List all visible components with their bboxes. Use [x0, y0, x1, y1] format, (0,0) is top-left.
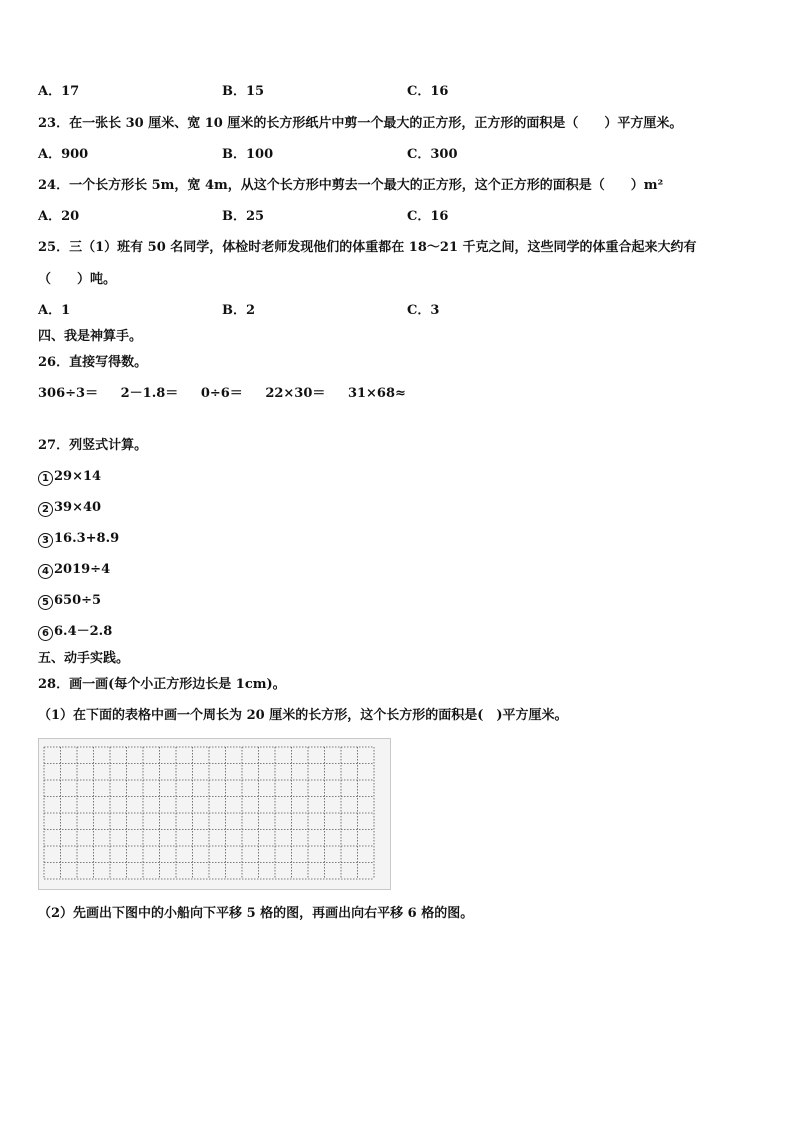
q26-item: 31×68≈ — [347, 386, 406, 401]
q28-part2: （2）先画出下图中的小船向下平移 5 格的图，再画出向右平移 6 格的图。 — [38, 906, 474, 921]
q22-option-c: C．16 — [407, 84, 449, 99]
q24-option-a: A．20 — [38, 209, 80, 224]
circled-number: 1 — [38, 471, 53, 486]
grid-lines — [39, 739, 390, 889]
q27-item — [38, 624, 112, 641]
q22-option-a: A．17 — [38, 84, 80, 99]
drawing-grid[interactable] — [38, 738, 391, 890]
q27-expression: 2019÷4 — [54, 562, 111, 577]
q23-option-a: A．900 — [38, 147, 89, 162]
circled-number: 5 — [38, 595, 53, 610]
q27-expression: 16.3+8.9 — [54, 531, 120, 546]
q25-stem-line2: （ ）吨。 — [38, 272, 117, 287]
q26-item: 2－1.8＝ — [120, 386, 179, 401]
q27-item — [38, 500, 101, 517]
q26-item: 0÷6＝ — [200, 386, 243, 401]
q27-stem: 27．列竖式计算。 — [38, 438, 148, 453]
q26-item: 306÷3＝ — [38, 386, 99, 401]
section-4-heading: 四、我是神算手。 — [38, 329, 143, 344]
circled-number: 2 — [38, 502, 53, 517]
q27-expression: 6.4－2.8 — [54, 624, 113, 639]
q24-option-c: C．16 — [407, 209, 449, 224]
q26-calculations — [38, 386, 424, 402]
q27-expression: 650÷5 — [54, 593, 102, 608]
circled-number: 3 — [38, 533, 53, 548]
q25-option-a: A．1 — [38, 303, 71, 318]
circled-number: 4 — [38, 564, 53, 579]
q26-stem: 26．直接写得数。 — [38, 355, 148, 370]
q27-item — [38, 469, 101, 486]
q25-stem-line1: 25．三（1）班有 50 名同学，体检时老师发现他们的体重都在 18～21 千克之间，这些同学的体重合起来大约有 — [38, 240, 697, 255]
q24-stem: 24．一个长方形长 5m，宽 4m，从这个长方形中剪去一个最大的正方形，这个正方形的面积是（ ）m² — [38, 178, 664, 193]
q27-item — [38, 531, 119, 548]
q28-part1: （1）在下面的表格中画一个周长为 20 厘米的长方形，这个长方形的面积是( )平方厘米。 — [38, 708, 568, 723]
q26-item: 22×30＝ — [265, 386, 326, 401]
q27-item — [38, 593, 101, 610]
q23-option-b: B．100 — [222, 147, 274, 162]
section-5-heading: 五、动手实践。 — [38, 651, 130, 666]
q28-stem: 28．画一画(每个小正方形边长是 1cm)。 — [38, 677, 286, 692]
q23-option-c: C．300 — [407, 147, 458, 162]
q27-expression: 29×14 — [54, 469, 102, 484]
q22-option-b: B．15 — [222, 84, 265, 99]
q24-option-b: B．25 — [222, 209, 265, 224]
q25-option-b: B．2 — [222, 303, 256, 318]
q27-expression: 39×40 — [54, 500, 102, 515]
q27-item — [38, 562, 110, 579]
q25-option-c: C．3 — [407, 303, 440, 318]
q23-stem: 23．在一张长 30 厘米、宽 10 厘米的长方形纸片中剪一个最大的正方形，正方形的面积是（ ）平方厘米。 — [38, 116, 683, 131]
circled-number: 6 — [38, 626, 53, 641]
